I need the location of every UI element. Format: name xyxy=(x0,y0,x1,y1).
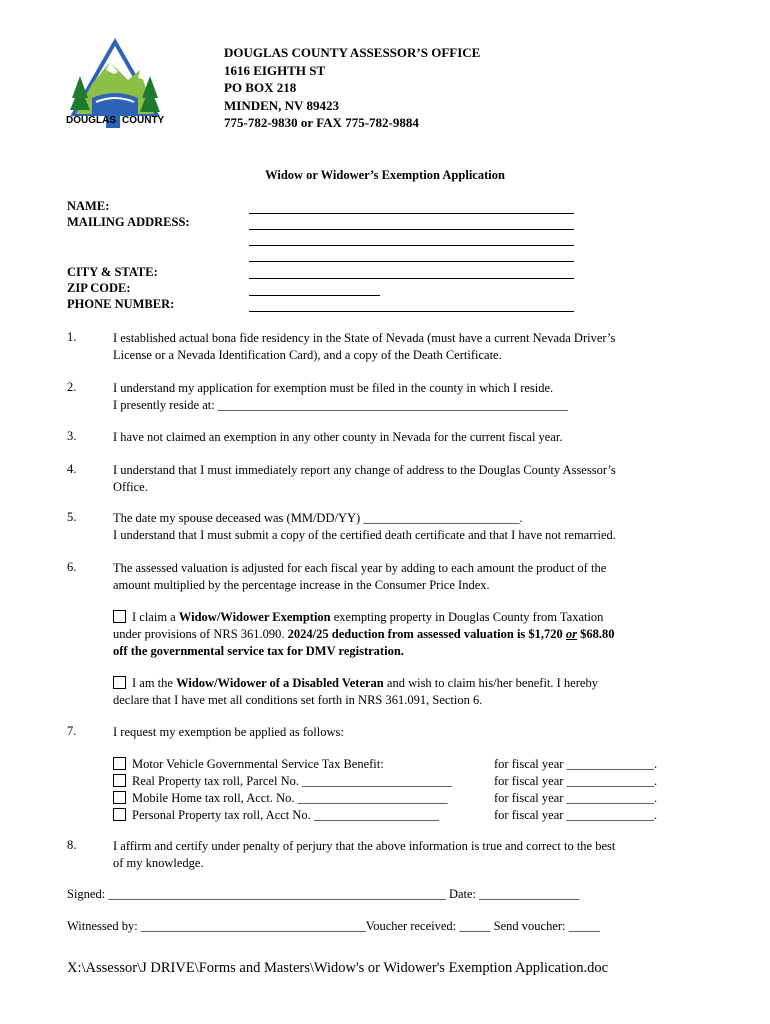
claim-1-text-c: exempting property in Douglas County from Taxation xyxy=(330,610,604,624)
witness-voucher-line[interactable]: Witnessed by: ____________________________________Voucher received: _____ Send voucher: _____ xyxy=(67,919,600,933)
item-2-number: 2. xyxy=(67,380,77,394)
claim-1-line-2a: under provisions of NRS 361.090. xyxy=(113,627,288,641)
mailing-address-field-1[interactable] xyxy=(249,229,574,230)
mailing-address-label: MAILING ADDRESS: xyxy=(67,215,190,229)
claim-1-line-2b: 2024/25 deduction from assessed valuation is $1,720 xyxy=(287,627,566,641)
document-path-footer: X:\Assessor\J DRIVE\Forms and Masters\Widow's or Widower's Exemption Application.doc xyxy=(67,960,609,976)
exemption-options xyxy=(113,756,452,824)
item-4-line-2: Office. xyxy=(113,480,148,494)
phone-number-field[interactable] xyxy=(249,311,574,312)
personal-property-checkbox[interactable] xyxy=(113,808,126,821)
claim-1-line-2d: $68.80 xyxy=(577,627,615,641)
motor-vehicle-checkbox[interactable] xyxy=(113,757,126,770)
motor-vehicle-label: Motor Vehicle Governmental Service Tax Benefit: xyxy=(132,757,384,771)
item-5-line-2: I understand that I must submit a copy of the certified death certificate and that I have not remarried. xyxy=(113,528,616,542)
item-5-text xyxy=(113,510,616,544)
item-4-number: 4. xyxy=(67,462,77,476)
mailing-address-field-3[interactable] xyxy=(249,261,574,262)
claim-2-text-b: Widow/Widower of a Disabled Veteran xyxy=(176,676,384,690)
zip-code-field[interactable] xyxy=(249,295,380,296)
item-8-number: 8. xyxy=(67,838,77,852)
claim-2-line-2: declare that I have met all conditions set forth in NRS 361.091, Section 6. xyxy=(113,693,483,707)
office-pobox: PO BOX 218 xyxy=(224,80,297,96)
fiscal-year-field-1[interactable]: for fiscal year ______________. xyxy=(494,757,658,771)
logo-left-text: DOUGLAS xyxy=(66,115,116,126)
item-4-text xyxy=(113,462,616,496)
signature-date-line[interactable]: Signed: ______________________________________________________ Date: ________________ xyxy=(67,887,580,901)
claim-2-text-a: I am the xyxy=(132,676,177,690)
item-8-line-2: of my knowledge. xyxy=(113,856,204,870)
office-name: DOUGLAS COUNTY ASSESSOR’S OFFICE xyxy=(224,45,481,60)
city-state-field[interactable] xyxy=(249,278,574,279)
mailing-address-field-2[interactable] xyxy=(249,245,574,246)
fiscal-year-field-4[interactable]: for fiscal year ______________. xyxy=(494,808,658,822)
fiscal-year-fields xyxy=(494,756,657,824)
name-label: NAME: xyxy=(67,199,110,213)
item-1-number: 1. xyxy=(67,330,77,344)
item-1-text xyxy=(113,330,615,364)
office-header xyxy=(224,44,480,132)
mobile-home-checkbox[interactable] xyxy=(113,791,126,804)
residence-field[interactable]: I presently reside at: ________________________________________________________ xyxy=(113,398,568,412)
mobile-home-acct-field[interactable]: Mobile Home tax roll, Acct. No. ________________________ xyxy=(132,791,448,805)
item-6-line-2: amount multiplied by the percentage increase in the Consumer Price Index. xyxy=(113,578,490,592)
phone-number-label: PHONE NUMBER: xyxy=(67,297,175,311)
claim-1-line-3: off the governmental service tax for DMV registration. xyxy=(113,644,404,658)
item-8-text xyxy=(113,838,615,872)
item-6-text xyxy=(113,560,606,594)
fiscal-year-field-3[interactable]: for fiscal year ______________. xyxy=(494,791,658,805)
fiscal-year-field-2[interactable]: for fiscal year ______________. xyxy=(494,774,658,788)
item-5-number: 5. xyxy=(67,510,77,524)
county-logo xyxy=(62,36,168,128)
item-6-line-1: The assessed valuation is adjusted for each fiscal year by adding to each amount the product of the xyxy=(113,561,607,575)
disabled-veteran-claim xyxy=(113,675,598,709)
claim-1-text-b: Widow/Widower Exemption xyxy=(178,610,331,624)
claim-1-line-2c: or xyxy=(565,627,578,641)
widow-exemption-checkbox[interactable] xyxy=(113,610,126,623)
city-state-label: CITY & STATE: xyxy=(67,265,158,279)
item-3-number: 3. xyxy=(67,429,77,443)
item-2-line-1: I understand my application for exemption must be filed in the county in which I reside. xyxy=(113,381,554,395)
item-3-text: I have not claimed an exemption in any other county in Nevada for the current fiscal year. xyxy=(113,430,563,444)
widow-exemption-claim xyxy=(113,609,615,660)
spouse-deceased-date-field[interactable]: The date my spouse deceased was (MM/DD/YY) _________________________. xyxy=(113,511,523,525)
claim-2-text-c: and wish to claim his/her benefit. I hereby xyxy=(383,676,598,690)
zip-code-label: ZIP CODE: xyxy=(67,281,131,295)
logo-right-text: COUNTY xyxy=(122,115,165,126)
item-7-text: I request my exemption be applied as follows: xyxy=(113,725,344,739)
office-street: 1616 EIGHTH ST xyxy=(224,62,326,78)
item-8-line-1: I affirm and certify under penalty of perjury that the above information is true and correct to the best xyxy=(113,839,616,853)
office-city: MINDEN, NV 89423 xyxy=(224,97,339,113)
item-6-number: 6. xyxy=(67,560,77,574)
claim-1-text-a: I claim a xyxy=(132,610,179,624)
real-property-checkbox[interactable] xyxy=(113,774,126,787)
item-7-number: 7. xyxy=(67,724,77,738)
item-1-line-2: License or a Nevada Identification Card), and a copy of the Death Certificate. xyxy=(113,348,502,362)
real-property-parcel-field[interactable]: Real Property tax roll, Parcel No. ________________________ xyxy=(132,774,453,788)
disabled-veteran-checkbox[interactable] xyxy=(113,676,126,689)
item-1-line-1: I established actual bona fide residency in the State of Nevada (must have a current Nevada Driver’s xyxy=(113,331,616,345)
personal-property-acct-field[interactable]: Personal Property tax roll, Acct No. ____________________ xyxy=(132,808,439,822)
item-2-text xyxy=(113,380,568,414)
office-phone: 775-782-9830 or FAX 775-782-9884 xyxy=(224,115,419,131)
item-4-line-1: I understand that I must immediately report any change of address to the Douglas County Assessor’s xyxy=(113,463,616,477)
name-field[interactable] xyxy=(249,213,574,214)
form-title: Widow or Widower’s Exemption Application xyxy=(265,168,505,182)
